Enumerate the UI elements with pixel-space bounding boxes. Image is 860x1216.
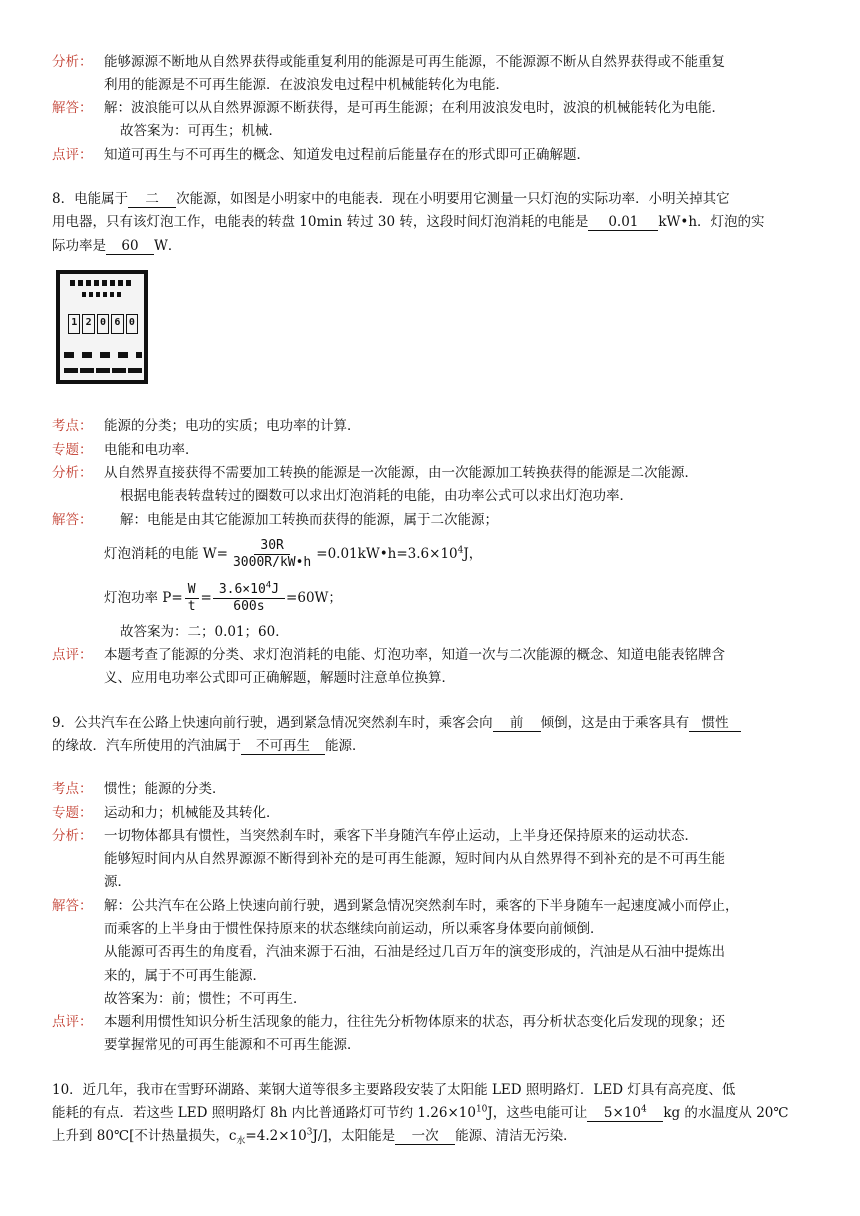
solution-label: 解答：: [52, 100, 93, 116]
solution-label: 解答：: [52, 898, 93, 914]
comment-label: 点评：: [52, 147, 93, 163]
answer-blank: 二: [128, 191, 176, 208]
answer-blank: 0.01: [588, 214, 658, 231]
meter-title-glyphs: [70, 280, 134, 286]
q8-question-line3: 际功率是 60 W．: [52, 238, 182, 254]
answer-blank: 惯性: [689, 715, 741, 732]
analysis-label: 分析：: [52, 54, 93, 70]
answer-blank: 60: [106, 238, 154, 255]
analysis-label: 分析：: [52, 828, 93, 844]
power-fraction-1: $\frac{W}{t}$: [184, 582, 200, 615]
q8-question-line2: 用电器，只有该灯泡工作，电能表的转盘 10min 转过 30 转，这段时间灯泡消耗的电能是 0.01 kW•h．灯泡的实: [52, 214, 765, 230]
subject-label: 专题：: [52, 442, 93, 458]
energy-fraction: $\frac{30R}{3000R/kW•h}$: [232, 538, 312, 570]
q8-energy-formula: 灯泡消耗的电能 W= $\frac{30R}{3000R/kW•h}$ $=0.01kW•h=3.6\times 10^4J$，: [104, 538, 483, 570]
meter-subtitle-glyphs: [82, 292, 122, 297]
q8-power-formula: 灯泡功率 P= $\frac{W}{t}$ = $\frac{3.6\times 10^4J}{600s}$ =60W；: [104, 580, 342, 614]
q9-question-line1: 9．公共汽车在公路上快速向前行驶，遇到紧急情况突然刹车时，乘客会向 前 倾倒，这是由于乘客具有 惯性: [52, 713, 741, 733]
q10-question-line2: 能耗的有点．若这些 LED 照明路灯 8h 内比普通路灯可节约 $1.26\times 10^{10}J$，这些电能可让 $5\times 10^4$ kg 的水温度从 20℃: [52, 1104, 789, 1121]
subject-label: 专题：: [52, 805, 93, 821]
answer-blank: $5\times 10^4$: [587, 1105, 663, 1122]
power-fraction-2: $\frac{3.6\times 10^4J}{600s}$: [213, 582, 285, 615]
q10-question-line3: 上升到 80℃[不计热量损失，$c_水=4.2\times 10^3J/$]，太阳能是 一次 能源、清洁无污染．: [52, 1127, 577, 1147]
document-page: 分析： 能够源源不断地从自然界获得或能重复利用的能源是可再生能源，不能源源不断从自然界获得或不能重复 利用的能源是不可再生能源．在波浪发电过程中机械能转化为电能． 解答： 解：波浪能可以从自然界源源不断获得，是可再生能源；在利用波浪发电时，波浪的机械能转化为电能． 故答案为：可再生；机械． 点评： 知道可再生与不可再生的概念、知道发电过程前后能量存在的形式即可正确解题． 8．电能属于 二 次能源，如图是小明家中的电能表．现在小明要用它测量一只灯泡的实际功率．小明关掉其它 用电器，只有该灯泡工作，电能表的转盘 10min 转过 30 转，这段时间灯泡消耗的电能是 0.01 kW•h．灯泡的实 际功率是 60 W． 1 2 0 6 0 考点： 能源的分类；电功的实质；电功率的计算． 专题： 电能和电功率． 分析： 从自然界直接获得不需要加工转换的能源是一次能源，由一次能源加工转换获得的能源是二次能源． 根据电能表转盘转过的圈数可以求出灯泡消耗的电能，由功率公式可以求出灯泡功率． 解答： 解：电能是由其它能源加工转换而获得的能源，属于二次能源； 灯泡消耗的电能 W= $\frac{30R}{3000R/kW•h}$ $=0.01kW•h=3.6\times 10^4J$， 灯泡功率 P= $\frac{W}{t}$ = $\frac{3.6\times 10^4J}{600s}$ =60W； 故答案为：二；0.01；60． 点评： 本题考查了能源的分类、求灯泡消耗的电能、灯泡功率，知道一次与二次能源的概念、知道电能表铭牌含 义、应用电功率公式即可正确解题，解题时注意单位换算． 9．公共汽车在公路上快速向前行驶，遇到紧急情况突然刹车时，乘客会向 前 倾倒，这是由于乘客具有 惯性 的缘故．汽车所使用的汽油属于 不可再生 能源． 考点： 惯性；能源的分类． 专题： 运动和力；机械能及其转化． 分析： 一切物体都具有惯性，当突然刹车时，乘客下半身随汽车停止运动，上半身还保持原来的运动状态． 能够短时间内从自然界源源不断得到补充的是可再生能源，短时间内从自然界得不到补充的是不可再生能 源． 解答： 解：公共汽车在公路上快速向前行驶，遇到紧急情况突然刹车时，乘客的下半身随车一起速度减小而停止， 而乘客的上半身由于惯性保持原来的状态继续向前运动，所以乘客身体要向前倾倒． 从能源可否再生的角度看，汽油来源于石油，石油是经过几百万年的演变形成的，汽油是从石油中提炼出 来的，属于不可再生能源． 故答案为：前；惯性；不可再生． 点评： 本题利用惯性知识分析生活现象的能力，往往先分析物体原来的状态，再分析状态变化后发现的现象；还 要掌握常见的可再生能源和不可再生能源． 10．近几年，我市在雪野环湖路、莱钢大道等很多主要路段安装了太阳能 LED 照明路灯．LED 灯具有高亮度、低 能耗的有点．若这些 LED 照明路灯 8h 内比普通路灯可节约 $1.26\times 10^{10}J$，这些电能可让 $5\times 10^4$ kg 的水温度从 20℃ 上升到 80℃[不计热量损失，$c_水=4.2\times 10^3J/$]，太阳能是 一次 能源、清洁无污染．: [52, 54, 789, 1147]
comment-label: 点评：: [52, 1014, 93, 1030]
analysis-label: 分析：: [52, 465, 93, 481]
electric-meter-image: [56, 270, 148, 384]
meter-spec-glyphs: [64, 352, 142, 358]
answer-blank: 不可再生: [241, 738, 325, 755]
comment-label: 点评：: [52, 647, 93, 663]
q9-question-line2: 的缘故．汽车所使用的汽油属于 不可再生 能源．: [52, 738, 366, 754]
q9-answer: 故答案为：前；惯性；不可再生．: [104, 991, 307, 1007]
q10-question-line1: 10．近几年，我市在雪野环湖路、莱钢大道等很多主要路段安装了太阳能 LED 照明路灯．LED 灯具有高亮度、低: [52, 1082, 736, 1098]
answer-blank: 一次: [395, 1128, 455, 1145]
topic-label: 考点：: [52, 781, 93, 797]
q8-question-line1: 8．电能属于 二 次能源，如图是小明家中的电能表．现在小明要用它测量一只灯泡的实际功率．小明关掉其它: [52, 191, 730, 207]
q8-answer: 故答案为：二；0.01；60．: [120, 624, 289, 640]
meter-spec-glyphs: [64, 368, 142, 373]
solution-label: 解答：: [52, 512, 93, 528]
meter-digits: 1 2 0 6 0: [68, 314, 138, 334]
answer-blank: 前: [493, 715, 541, 732]
topic-label: 考点：: [52, 418, 93, 434]
